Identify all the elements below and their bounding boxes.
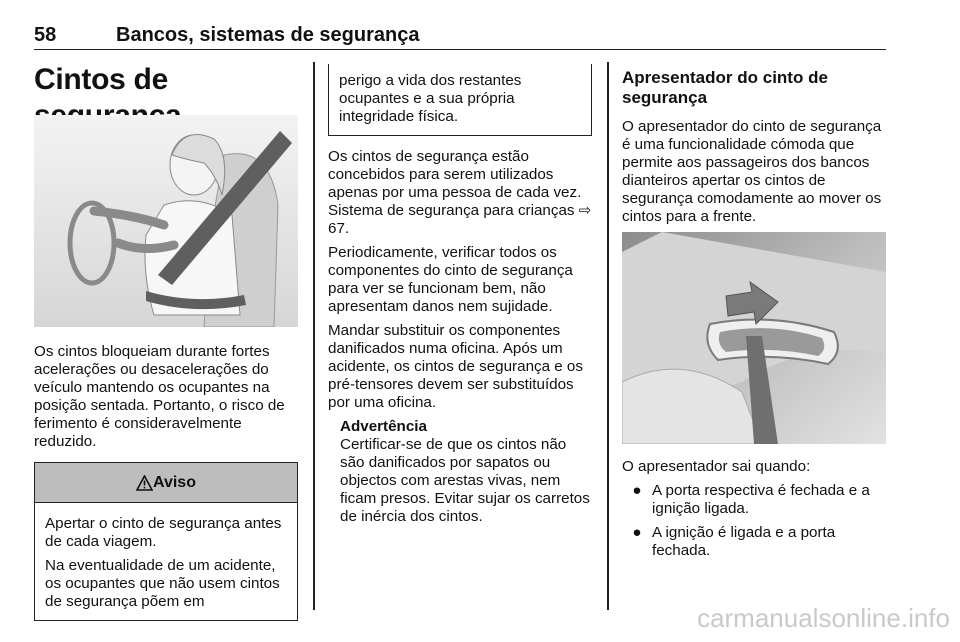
page-header: [34, 22, 886, 50]
warning-box: [34, 462, 298, 621]
list-item: [622, 524, 886, 560]
list-item-text: A ignição é ligada e a porta fechada.: [652, 524, 836, 559]
bullet-dot-icon: ●: [632, 524, 642, 541]
caution-title: Advertência: [340, 418, 427, 435]
column-divider-1: [313, 62, 315, 610]
column-3-lower: [622, 458, 886, 560]
warning-triangle-icon: [136, 475, 153, 491]
page-heading: Cintos de: [34, 63, 168, 96]
section-title: Bancos, sistemas de segurança: [116, 24, 420, 46]
intro-paragraph: Os cintos bloqueiam durante fortes acelerações ou desacelerações do veículo mantendo os ocupantes na posição sentada. Portanto, o risco de ferimento é consideravelmente reduzido.: [34, 343, 285, 450]
warning-box-continued: [328, 64, 592, 136]
warning-header: [35, 463, 297, 503]
watermark: carmanualsonline.info: [697, 603, 950, 633]
list-item-text: A porta respectiva é fechada e a ignição ligada.: [652, 482, 870, 517]
warning-title: Aviso: [153, 473, 196, 491]
warning-paragraph-2: Na eventualidade de um acidente, os ocupantes que não usem cintos de segurança põem em: [45, 557, 280, 610]
warning-body: [35, 503, 297, 620]
paragraph-check: Periodicamente, verificar todos os componentes do cinto de segurança para ver se funcionam bem, não apresentam danos nem sujidade.: [328, 244, 573, 315]
column-3: [622, 68, 886, 226]
column-2: [328, 64, 592, 526]
belt-presenter-illustration: [622, 232, 886, 449]
page-number: 58: [34, 24, 57, 46]
list-item: [622, 482, 886, 518]
warning-paragraph-1: Apertar o cinto de segurança antes de cada viagem.: [45, 515, 282, 550]
column-1-lower: [34, 343, 298, 621]
column-divider-2: [607, 62, 609, 610]
paragraph-usage: Os cintos de segurança estão concebidos para serem utilizados apenas por uma pessoa de cada vez. Sistema de segurança para crianças ⇨ 67.: [328, 148, 592, 237]
presenter-condition-intro: O apresentador sai quando:: [622, 458, 811, 475]
bullet-dot-icon: ●: [632, 482, 642, 499]
caution-body: Certificar-se de que os cintos não são danificados por sapatos ou objectos com arestas vivas, nem ficam presos. Evitar sujar os carretos de inércia dos cintos.: [340, 436, 590, 525]
section-heading: Apresentador do cinto de segurança: [622, 68, 828, 107]
caution-block: [328, 418, 592, 526]
presenter-paragraph: O apresentador do cinto de segurança é uma funcionalidade cómoda que permite aos passageiros dos bancos dianteiros apertar os cintos de segurança comodamente ao mover os cintos para a frente.: [622, 118, 882, 225]
paragraph-replace: Mandar substituir os componentes danificados numa oficina. Após um acidente, os cintos de segurança e os pré-tensores devem ser substituídos por uma oficina.: [328, 322, 583, 411]
seatbelt-woman-illustration: [34, 115, 298, 332]
warning-continued-text: perigo a vida dos restantes ocupantes e a sua própria integridade física.: [339, 72, 522, 125]
